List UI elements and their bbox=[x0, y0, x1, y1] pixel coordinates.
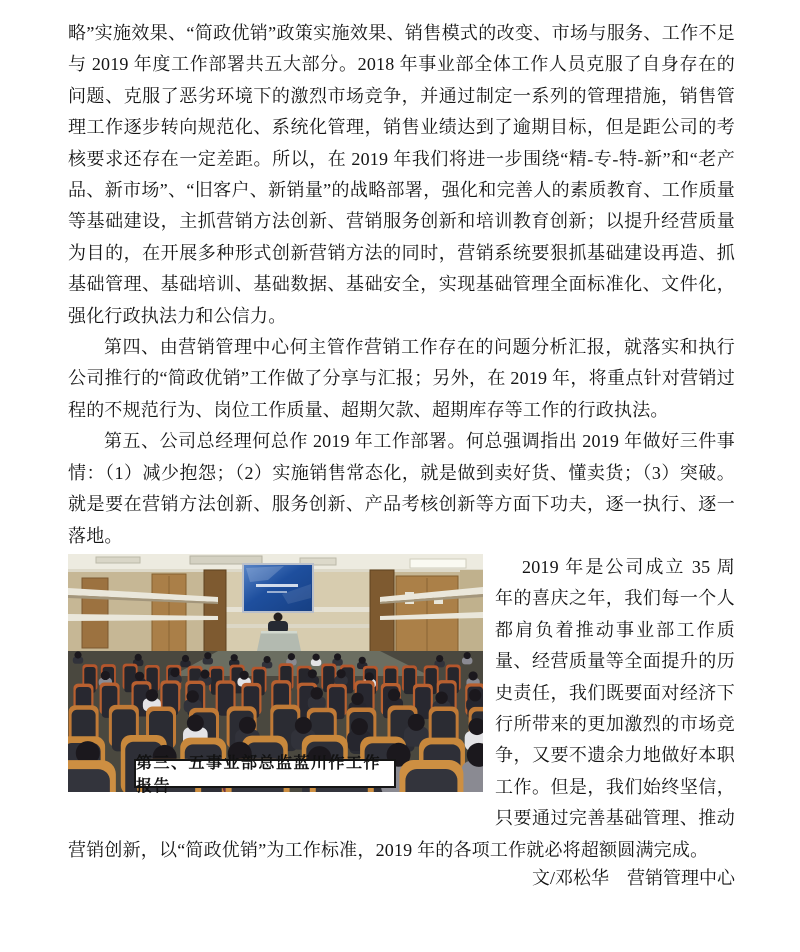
audience-head bbox=[351, 718, 368, 735]
audience-head bbox=[146, 689, 158, 701]
front-wall-rail bbox=[218, 624, 380, 628]
audience-head bbox=[359, 657, 366, 664]
chair-back bbox=[68, 769, 110, 792]
paragraph-3: 第五、公司总经理何总作 2019 年工作部署。何总强调指出 2019 年做好三件事情：（1）减少抱怨；（2）实施销售常态化，就是做到卖好货、懂卖货；（3）突破。就是要在营销方法创新、服务创新、产品考核创新等方面下功夫，逐一执行、逐一落地。 bbox=[68, 431, 735, 546]
audience-head bbox=[295, 717, 312, 734]
presenter-head bbox=[274, 612, 283, 621]
audience-head bbox=[204, 652, 211, 659]
audience-head bbox=[334, 653, 341, 660]
paragraph-4: 2019 年是公司成立 35 周年的喜庆之年，我们每一个人都肩负着推动事业部工作质量、经营质量等全面提升的历史责任，我们既要面对经济下行所带来的更加激烈的市场竞争，又要不遗余力地做好本职工作。但是，我们始终坚信，只要通过完善基础管理、推动营销创新，以“简政优销”为工作标准，2019 年的各项工作就必将超额圆满完成。 bbox=[68, 556, 735, 860]
audience-head bbox=[135, 671, 144, 680]
podium-top bbox=[261, 631, 297, 634]
audience-head bbox=[313, 654, 320, 661]
audience-head bbox=[187, 714, 204, 731]
audience-head bbox=[288, 653, 295, 660]
left-dark-panel bbox=[204, 570, 226, 658]
right-dark-panel bbox=[370, 570, 394, 660]
audience-head bbox=[101, 671, 110, 680]
audience-head bbox=[182, 655, 189, 662]
audience-head bbox=[436, 655, 443, 662]
audience-head bbox=[186, 690, 198, 702]
audience-head bbox=[408, 714, 425, 731]
audience-head bbox=[170, 668, 179, 677]
paragraph-1: 略”实施效果、“简政优销”政策实施效果、销售模式的改变、市场与服务、工作不足与 2019 年度工作部署共五大部分。2018 年事业部全体工作人员克服了自身存在的问题、克服了恶劣环境下的激烈市场竞争，并通过制定一系列的管理措施，销售管理工作逐步转向规范化、系统化管理，销售业绩达到了逾期目标，但是距公司的考核要求还存在一定差距。所以，在 2019 年我们将进一步围绕“精-专-特-新”和“老产品、新市场”、“旧客户、新销量”的战略部署，强化和完善人的素质教育、工作质量等基础建设，主抓营销方法创新、营销服务创新和培训教育创新；以提升经营质量为目的，在开展多种形式创新营销方法的同时，营销系统要狠抓基础建设再造、抓基础管理、基础培训、基础数据、基础安全，实现基础管理全面标准化、文件化，强化行政执法力和公信力。 bbox=[68, 23, 735, 326]
audience-head bbox=[469, 671, 478, 680]
podium bbox=[257, 632, 301, 651]
screen-title-text bbox=[256, 584, 298, 587]
audience-head bbox=[388, 689, 400, 701]
left-wall-panel bbox=[82, 578, 108, 648]
audience-head bbox=[231, 654, 238, 661]
audience-head bbox=[263, 656, 270, 663]
byline: 文/邓松华 营销管理中心 bbox=[532, 867, 735, 888]
audience-head bbox=[308, 669, 317, 678]
screen-subtitle-text bbox=[267, 591, 287, 593]
meeting-photo-figure bbox=[68, 554, 483, 796]
audience-head bbox=[435, 691, 447, 703]
audience-head bbox=[351, 693, 363, 705]
audience-head bbox=[239, 717, 256, 734]
ceiling-light-icon bbox=[410, 559, 466, 568]
audience-head bbox=[135, 654, 142, 661]
audience-head bbox=[469, 689, 481, 701]
audience-head bbox=[240, 670, 249, 679]
ceiling-vent-icon bbox=[190, 556, 262, 564]
audience-head bbox=[200, 669, 209, 678]
ceiling-vent-icon bbox=[96, 557, 140, 563]
audience-head bbox=[464, 652, 471, 659]
photo-caption: 第三、五事业部总监蓝川作工作报告 bbox=[134, 759, 396, 788]
audience-head bbox=[365, 672, 374, 681]
audience-head bbox=[337, 669, 346, 678]
audience-head bbox=[311, 687, 323, 699]
audience-head bbox=[74, 651, 81, 658]
paragraph-2: 第四、由营销管理中心何主管作营销工作存在的问题分析汇报，就落实和执行公司推行的“简政优销”工作做了分享与汇报；另外，在 2019 年，将重点针对营销过程的不规范行为、岗位工作质量、超期欠款、超期库存等工作的行政执法。 bbox=[68, 337, 735, 420]
chair-back bbox=[405, 769, 457, 792]
